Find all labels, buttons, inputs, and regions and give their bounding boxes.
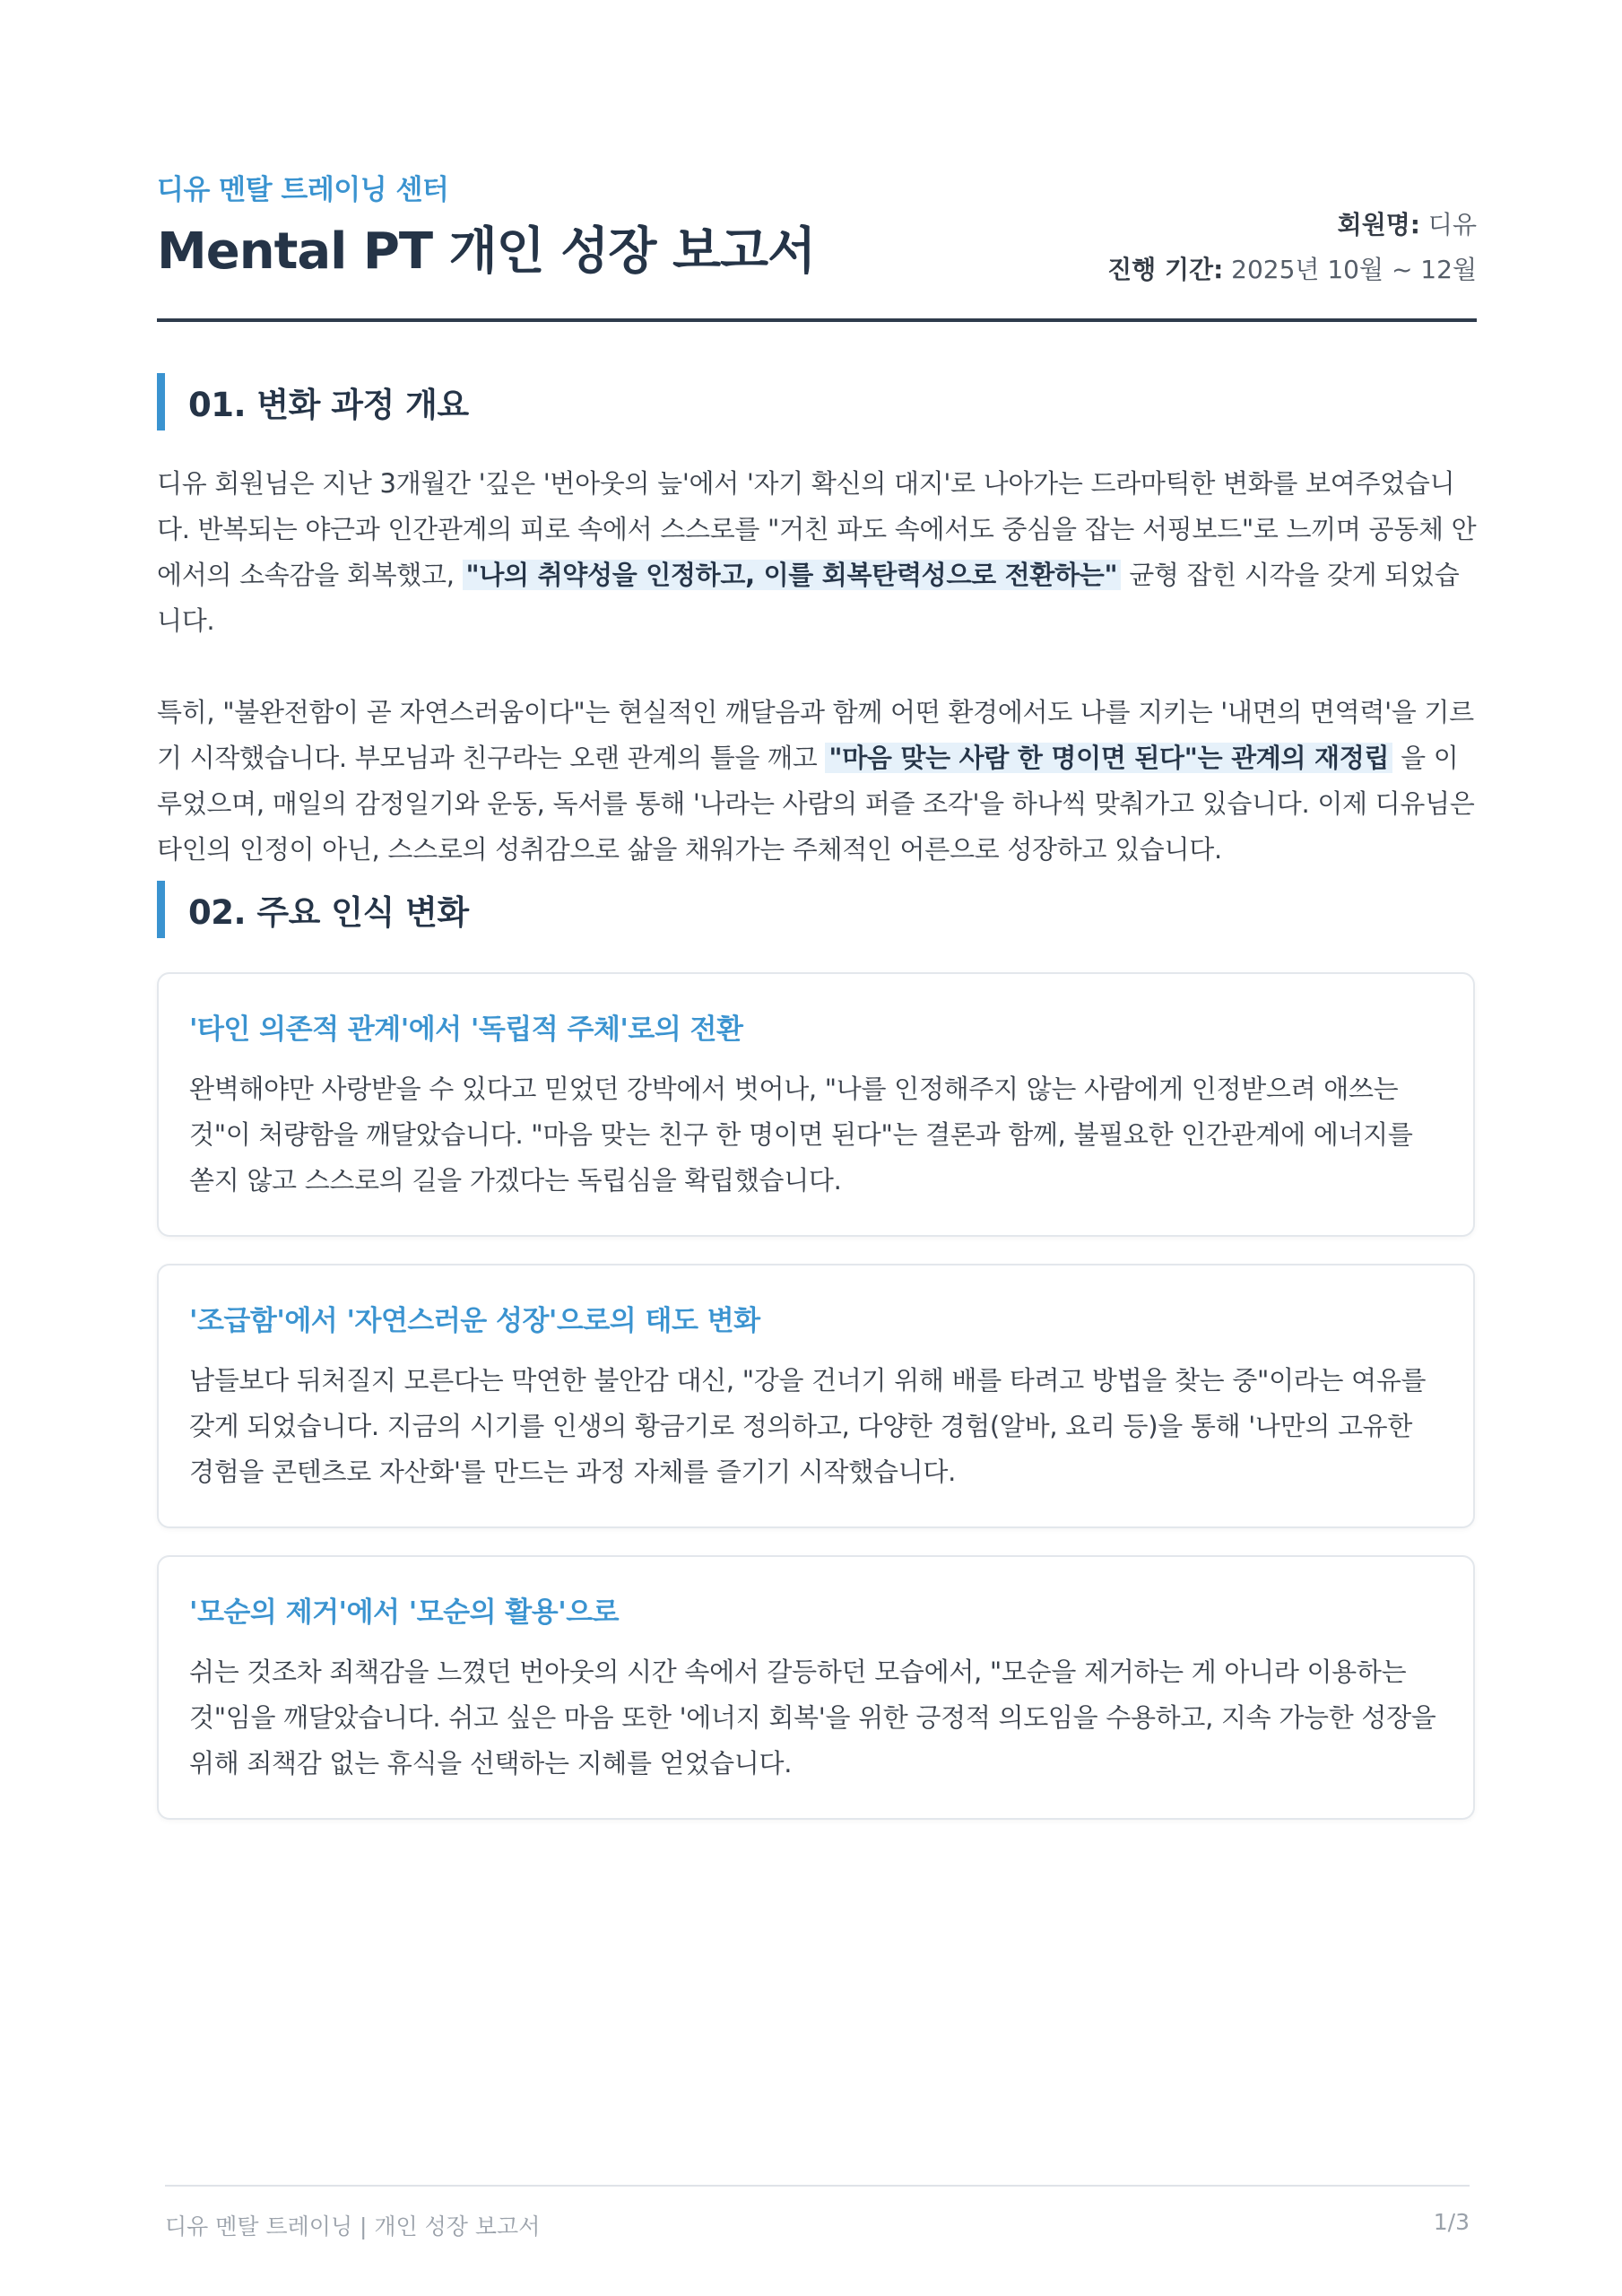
- page-number: 1/3: [1433, 2209, 1470, 2235]
- section-2-heading: [157, 881, 469, 938]
- insight-card-body: 쉬는 것조차 죄책감을 느꼈던 번아웃의 시간 속에서 갈등하던 모습에서, "모순을 제거하는 게 아니라 이용하는 것"임을 깨달았습니다. 쉬고 싶은 마음 또한 '에너지 회복'을 위한 긍정적 의도임을 수용하고, 지속 가능한 성장을 위해 죄책감 없는 휴식을 선택하는 지혜를 얻었습니다.: [189, 1657, 1436, 1779]
- insight-card-3: [157, 1555, 1475, 1820]
- paragraph-1-highlight: "나의 취약성을 인정하고, 이를 회복탄력성으로 전환하는": [463, 560, 1122, 590]
- insight-card-2: [157, 1264, 1475, 1528]
- header-divider: [157, 318, 1477, 322]
- member-row: [1107, 203, 1477, 248]
- section-1-body: [157, 461, 1477, 873]
- section-1-accent-bar: [157, 373, 165, 430]
- footer-text: 디유 멘탈 트레이닝 | 개인 성장 보고서: [165, 2213, 541, 2239]
- member-value: 디유: [1420, 210, 1477, 239]
- paragraph-2-text-a: 특히, "불완전함이 곧 자연스러움이다"는 현실적인 깨달음과 함께 어떤 환경에서도 나를 지키는 '내면의 면역력'을 기르기 시작했습니다. 부모님과 친구라는 오랜 관계의 틀을 깨고: [157, 697, 1474, 773]
- insight-card-body: 완벽해야만 사랑받을 수 있다고 믿었던 강박에서 벗어나, "나를 인정해주지 않는 사람에게 인정받으려 애쓰는 것"이 처량함을 깨달았습니다. "마음 맞는 친구 한 명이면 된다"는 결론과 함께, 불필요한 인간관계에 에너지를 쏟지 않고 스스로의 길을 가겠다는 독립심을 확립했습니다.: [189, 1074, 1413, 1196]
- insight-card-title: '모순의 제거'에서 '모순의 활용'으로: [189, 1596, 620, 1629]
- insight-card-title: '타인 의존적 관계'에서 '독립적 주체'로의 전환: [189, 1013, 743, 1046]
- section-2-title: 02. 주요 인식 변화: [188, 893, 469, 932]
- paragraph-1-text-a: 디유 회원님은 지난 3개월간 '깊은 '번아웃의 늪'에서 '자기 확신의 대지'로 나아가는 드라마틱한 변화를 보여주었습니다. 반복되는 야근과 인간관계의 피로 속에서 스스로를 "거친 파도 속에서도 중심을 잡는 서핑보드"로 느끼며 공동체 안에서의 소속감을 회복했고,: [157, 468, 1477, 590]
- insight-card-body: 남들보다 뒤처질지 모른다는 막연한 불안감 대신, "강을 건너기 위해 배를 타려고 방법을 찾는 중"이라는 여유를 갖게 되었습니다. 지금의 시기를 인생의 황금기로 정의하고, 다양한 경험(알바, 요리 등)을 통해 '나만의 고유한 경험을 콘텐츠로 자산화'를 만드는 과정 자체를 즐기기 시작했습니다.: [189, 1365, 1427, 1487]
- paragraph-2: [157, 690, 1477, 873]
- paragraph-1: [157, 461, 1477, 644]
- member-label: 회원명:: [1337, 210, 1420, 239]
- paragraph-2-text-b: 을 이루었으며, 매일의 감정일기와 운동, 독서를 통해 '나라는 사람의 퍼즐 조각'을 하나씩 맞춰가고 있습니다. 이제 디유님은 타인의 인정이 아닌, 스스로의 성취감으로 삶을 채워가는 주체적인 어른으로 성장하고 있습니다.: [157, 743, 1475, 865]
- period-value: 2025년 10월 ~ 12월: [1223, 255, 1477, 284]
- insight-card-title: '조급함'에서 '자연스러운 성장'으로의 태도 변화: [189, 1305, 760, 1337]
- page-title: Mental PT 개인 성장 보고서: [157, 222, 816, 281]
- section-1-heading: [157, 373, 469, 430]
- paragraph-1-text-b: 균형 잡힌 시각을 갖게 되었습니다.: [157, 560, 1460, 636]
- section-1-title: 01. 변화 과정 개요: [188, 386, 469, 424]
- paragraph-2-highlight: "마음 맞는 사람 한 명이면 된다"는 관계의 재정립: [825, 743, 1392, 773]
- section-2-accent-bar: [157, 881, 165, 938]
- footer-divider: [165, 2185, 1470, 2187]
- brand-name: 디유 멘탈 트레이닝 센터: [157, 174, 449, 206]
- insight-card-1: [157, 972, 1475, 1237]
- period-label: 진행 기간:: [1107, 255, 1224, 284]
- period-row: [1107, 248, 1477, 292]
- report-meta: [1107, 203, 1477, 292]
